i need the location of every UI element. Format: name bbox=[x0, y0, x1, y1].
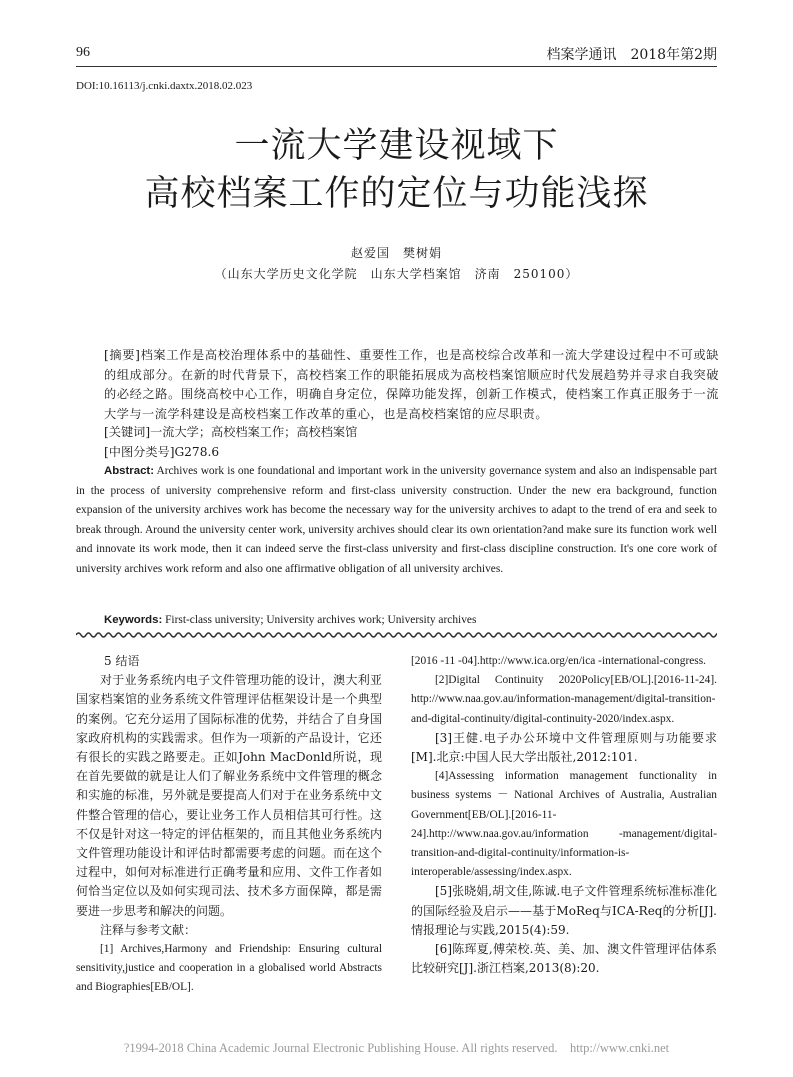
copyright-footer: ?1994-2018 China Academic Journal Electronic Publishing House. All rights reserved. http://www.cnki.net bbox=[123, 1041, 670, 1055]
section-heading: 5 结语 bbox=[104, 654, 140, 668]
reference-1-continued: [2016 -11 -04].http://www.ica.org/en/ica -international-congress. bbox=[411, 655, 707, 667]
reference-6: [6]陈珲夏,傅荣校.英、美、加、澳文件管理评估体系比较研究[J].浙江档案,2013(8):20. bbox=[411, 942, 717, 976]
authors: 赵爱国 樊树娟 bbox=[350, 246, 442, 260]
keywords-chinese: [关键词]一流大学；高校档案工作；高校档案馆 bbox=[104, 425, 358, 439]
abstract-english bbox=[76, 462, 717, 579]
conclusion-paragraph: 对于业务系统内电子文件管理功能的设计，澳大利亚国家档案馆的业务系统文件管理评估框架设计是一个典型的案例。它充分运用了国际标准的优势，并结合了自身国家政府机构的实践需求。但作为一项新的产品设计，它还有很长的实践之路要走。正如John MacDonld所说，现在首先要做的就是让人们了解业务系统中文件管理的概念和实施的标准，另外就是要提高人们对于在业务系统中文件整合管理的信心，要让业务工作人员相信其可行性。这不仅是针对这一特定的评估框架的，而且其他业务系统内文件管理功能设计和评估时都需要考虑的问题。而在这个过程中，如何对标准进行正确考量和应用、文件工作者如何恰当定位以及如何实现司法、技术多方面保障，都是需要进一步思考和解决的问题。 bbox=[76, 673, 382, 918]
classification-number: [中图分类号]G278.6 bbox=[104, 445, 220, 459]
reference-4: [4]Assessing information management functionality in business systems － National Archives of Australia, Australian Government[EB/OL].[2016-11-24].http://www.naa.gov.au/information -management/digital-transition-and-digital-continuity/information-is-interoperable/assessing/index.aspx. bbox=[411, 770, 717, 879]
reference-3: [3]王健.电子办公环境中文件管理原则与功能要求[M].北京:中国人民大学出版社,2012:101. bbox=[411, 730, 717, 765]
notes-heading: 注释与参考文献： bbox=[100, 922, 197, 937]
reference-2: [2]Digital Continuity 2020Policy[EB/OL].[2016-11-24]. http://www.naa.gov.au/information-management/digital-transition-and-digital-continuity/digital-continuity-2020/index.aspx. bbox=[411, 674, 717, 725]
keywords-english-label: Keywords: bbox=[104, 614, 163, 626]
journal-name: 档案学通讯 2018年第2期 bbox=[546, 47, 717, 63]
header-rule bbox=[76, 66, 717, 67]
affiliation: （山东大学历史文化学院 山东大学档案馆 济南 250100） bbox=[214, 267, 579, 281]
keywords-english-text: First-class university; University archives work; University archives bbox=[165, 614, 477, 626]
abstract-english-text: Archives work is one foundational and important work in the university governance system and also an indispensable part in the process of university comprehensive reform and first-class university construction. Under the new era background, function expansion of the university archives work has become the necessary way for the university archives to adapt to the trend of era and seek to break through. Around the university center work, university archives should clear its own orientation?and make sure its function work well and innovate its work mode, then it can indeed serve the first-class university and first-class discipline construction. It's one core work of university archives work reform and also one affirmative obligation of all university archives. bbox=[76, 465, 717, 575]
keywords-english bbox=[104, 614, 476, 626]
right-column bbox=[411, 652, 717, 978]
title-line-2: 高校档案工作的定位与功能浅探 bbox=[144, 174, 649, 214]
reference-5: [5]张晓娟,胡文佳,陈诚.电子文件管理系统标准标准化的国际经验及启示——基于MoReq与ICA-Req的分析[J].情报理论与实践,2015(4):59. bbox=[411, 884, 717, 937]
doi: DOI:10.16113/j.cnki.daxtx.2018.02.023 bbox=[76, 80, 253, 92]
left-column bbox=[76, 652, 382, 998]
page-number: 96 bbox=[76, 45, 90, 60]
abstract-english-label: Abstract: bbox=[104, 465, 155, 477]
reference-1: [1] Archives,Harmony and Friendship: Ensuring cultural sensitivity,justice and cooperation in a globalised world Abstracts and Biographies[EB/OL]. bbox=[76, 943, 382, 994]
wave-divider bbox=[76, 628, 717, 642]
abstract-chinese: [摘要]档案工作是高校治理体系中的基础性、重要性工作，也是高校综合改革和一流大学建设过程中不可或缺的组成部分。在新的时代背景下，高校档案工作的职能拓展成为高校档案馆顺应时代发展趋势并寻求自我突破的必经之路。围绕高校中心工作，明确自身定位，保障功能发挥，创新工作模式，使档案工作真正服务于一流大学与一流学科建设是高校档案工作改革的重心，也是高校档案馆的应尽职责。 bbox=[104, 348, 719, 421]
title-line-1: 一流大学建设视域下 bbox=[234, 126, 559, 166]
